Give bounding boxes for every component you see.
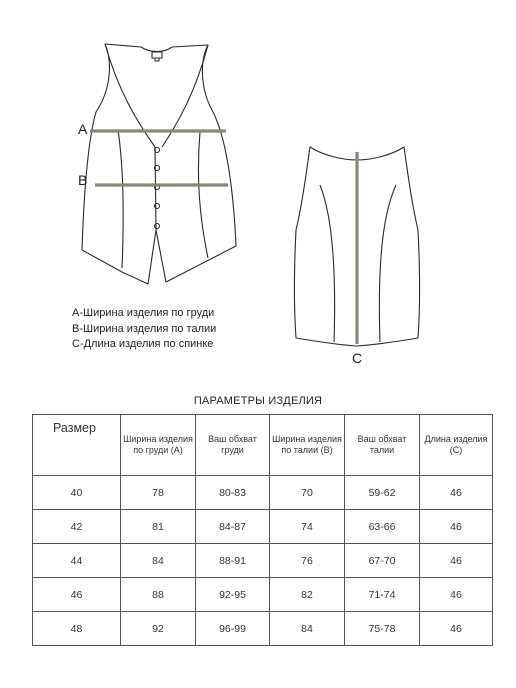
- cell-length: 46: [420, 578, 493, 612]
- cell-chest-width: 78: [121, 476, 196, 510]
- cell-length: 46: [420, 510, 493, 544]
- cell-size: 44: [33, 544, 121, 578]
- header-your-chest: Ваш обхват груди: [196, 415, 270, 476]
- header-waist-width: Ширина изделия по талии (В): [270, 415, 345, 476]
- table-row: [33, 544, 493, 578]
- legend-item-waist: B-Ширина изделия по талии: [72, 322, 217, 335]
- header-size: Размер: [33, 415, 121, 476]
- cell-chest-width: 81: [121, 510, 196, 544]
- cell-your-waist: 59-62: [345, 476, 420, 510]
- cell-your-chest: 96-99: [196, 612, 270, 646]
- cell-waist-width: 74: [270, 510, 345, 544]
- legend-item-chest: A-Ширина изделия по груди: [72, 307, 215, 319]
- cell-your-chest: 92-95: [196, 578, 270, 612]
- cell-waist-width: 76: [270, 544, 345, 578]
- cell-length: 46: [420, 544, 493, 578]
- cell-size: 42: [33, 510, 121, 544]
- cell-your-waist: 63-66: [345, 510, 420, 544]
- cell-your-waist: 67-70: [345, 544, 420, 578]
- vest-front-drawing: [82, 44, 236, 284]
- cell-waist-width: 82: [270, 578, 345, 612]
- marker-a: A: [78, 121, 88, 137]
- cell-your-chest: 80-83: [196, 476, 270, 510]
- cell-your-chest: 88-91: [196, 544, 270, 578]
- table-row: [33, 612, 493, 646]
- table-row: [33, 510, 493, 544]
- cell-chest-width: 88: [121, 578, 196, 612]
- cell-waist-width: 70: [270, 476, 345, 510]
- cell-your-chest: 84-87: [196, 510, 270, 544]
- table-row: [33, 578, 493, 612]
- header-chest-width: Ширина изделия по груди (А): [121, 415, 196, 476]
- header-length: Длина изделия (С): [420, 415, 493, 476]
- cell-waist-width: 84: [270, 612, 345, 646]
- cell-your-waist: 75-78: [345, 612, 420, 646]
- measurement-legend: [72, 306, 216, 353]
- cell-chest-width: 92: [121, 612, 196, 646]
- marker-b: B: [78, 172, 88, 188]
- cell-length: 46: [420, 612, 493, 646]
- header-your-waist: Ваш обхват талии: [345, 415, 420, 476]
- table-row: [33, 476, 493, 510]
- marker-c: C: [352, 350, 363, 366]
- cell-size: 46: [33, 578, 121, 612]
- table-header-row: [33, 415, 493, 476]
- table-title: ПАРАМЕТРЫ ИЗДЕЛИЯ: [193, 395, 323, 407]
- cell-length: 46: [420, 476, 493, 510]
- size-parameters-table: [32, 414, 493, 646]
- cell-size: 40: [33, 476, 121, 510]
- cell-size: 48: [33, 612, 121, 646]
- cell-your-waist: 71-74: [345, 578, 420, 612]
- legend-item-length: C-Длина изделия по спинке: [72, 338, 214, 350]
- cell-chest-width: 84: [121, 544, 196, 578]
